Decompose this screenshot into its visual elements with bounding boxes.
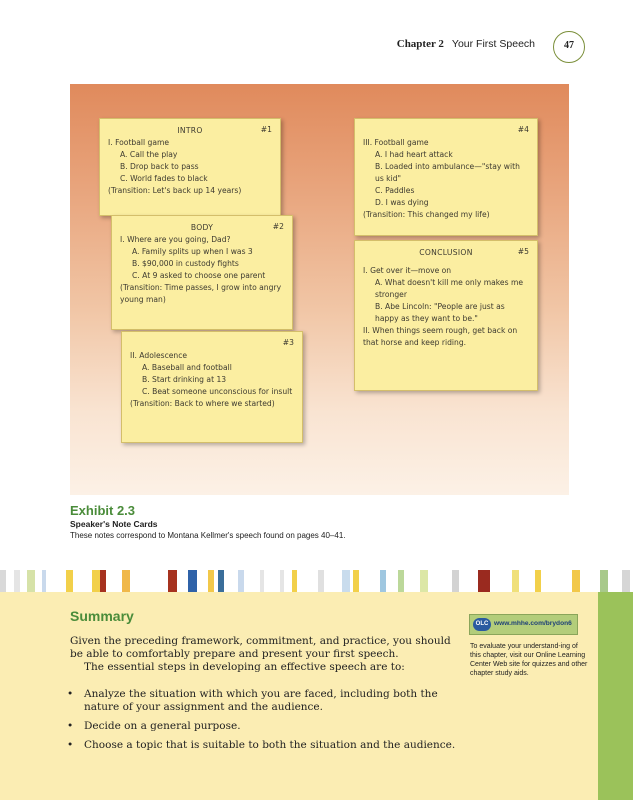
card-line: B. Loaded into ambulance—"stay with us kid" <box>375 162 520 183</box>
card-line: A. Baseball and football <box>142 363 232 372</box>
card-transition: (Transition: Let's back up 14 years) <box>108 186 242 195</box>
bullet-text: Decide on a general purpose. <box>84 720 241 732</box>
card-number: #4 <box>517 125 529 134</box>
olc-url-link[interactable]: www.mhhe.com/brydon6 <box>494 620 572 627</box>
summary-title: Summary <box>70 608 134 624</box>
card-transition: (Transition: Time passes, I grow into angry young man) <box>120 283 282 304</box>
card-spacer <box>363 125 529 137</box>
chapter-label: Chapter 2 <box>396 38 444 50</box>
exhibit-description: These notes correspond to Montana Kellmer's speech found on pages 40–41. <box>70 531 346 540</box>
page-header <box>0 36 633 60</box>
card-line: B. Start drinking at 13 <box>142 375 227 384</box>
summary-body <box>70 635 465 674</box>
card-line: A. Family splits up when I was 3 <box>132 247 253 256</box>
exhibit-title: Exhibit 2.3 <box>70 503 136 518</box>
card-line: A. What doesn't kill me only makes me stronger <box>375 278 524 299</box>
note-card-3 <box>121 331 303 443</box>
card-line: II. When things seem rough, get back on that horse and keep riding. <box>363 326 518 347</box>
bullet-icon: • <box>67 688 74 700</box>
card-line: C. Paddles <box>375 186 415 195</box>
note-card-conclusion <box>354 240 538 391</box>
bullet-text: Choose a topic that is suitable to both the situation and the audience. <box>84 739 456 751</box>
card-line: C. World fades to black <box>120 174 208 183</box>
card-line: B. Abe Lincoln: "People are just as happy as they want to be." <box>375 302 505 323</box>
card-line: D. I was dying <box>375 198 429 207</box>
chapter-title: Your First Speech <box>451 38 535 50</box>
note-card-body <box>111 215 293 330</box>
card-title: INTRO <box>177 126 203 135</box>
card-spacer <box>130 338 294 350</box>
card-title: BODY <box>190 223 214 232</box>
card-transition: (Transition: Back to where we started) <box>130 399 275 408</box>
summary-bullet-list <box>66 688 466 758</box>
card-number: #5 <box>517 247 529 256</box>
side-color-bar <box>598 592 633 800</box>
bullet-icon: • <box>67 720 74 732</box>
list-item <box>66 739 466 752</box>
exhibit-subtitle: Speaker's Note Cards <box>70 519 158 529</box>
card-line: B. $90,000 in custody fights <box>132 259 239 268</box>
card-number: #2 <box>272 222 284 231</box>
olc-link-box[interactable] <box>469 614 578 635</box>
card-number: #1 <box>260 125 272 134</box>
page-number-badge <box>553 31 585 63</box>
list-item <box>66 688 466 714</box>
summary-paragraph: Given the preceding framework, commitment, and practice, you should be able to comfortably prepare and present your first speech. <box>70 635 451 660</box>
card-line: III. Football game <box>363 138 429 147</box>
decorative-stripe-band <box>0 570 633 592</box>
card-transition: (Transition: This changed my life) <box>363 210 490 219</box>
card-line: I. Get over it—move on <box>363 266 452 275</box>
note-card-intro <box>99 118 281 216</box>
olc-logo-icon: OLC <box>473 618 491 631</box>
card-line: B. Drop back to pass <box>120 162 199 171</box>
card-line: I. Football game <box>108 138 170 147</box>
card-number: #3 <box>282 338 294 347</box>
note-card-4 <box>354 118 538 236</box>
card-line: C. Beat someone unconscious for insult <box>142 387 293 396</box>
card-line: A. I had heart attack <box>375 150 453 159</box>
running-head <box>397 38 535 50</box>
card-title: CONCLUSION <box>419 248 473 257</box>
list-item <box>66 720 466 733</box>
summary-paragraph: The essential steps in developing an effective speech are to: <box>84 661 405 673</box>
page-number: 47 <box>564 40 574 51</box>
bullet-icon: • <box>67 739 74 751</box>
card-line: II. Adolescence <box>130 351 188 360</box>
card-line: I. Where are you going, Dad? <box>120 235 231 244</box>
bullet-text: Analyze the situation with which you are faced, including both the nature of your assignment and the audience. <box>84 688 438 713</box>
card-line: A. Call the play <box>120 150 178 159</box>
card-line: C. At 9 asked to choose one parent <box>132 271 266 280</box>
olc-description: To evaluate your understand-ing of this chapter, visit our Online Learning Center Web site for quizzes and other chapter study aids. <box>470 643 588 677</box>
exhibit-figure <box>70 84 569 495</box>
